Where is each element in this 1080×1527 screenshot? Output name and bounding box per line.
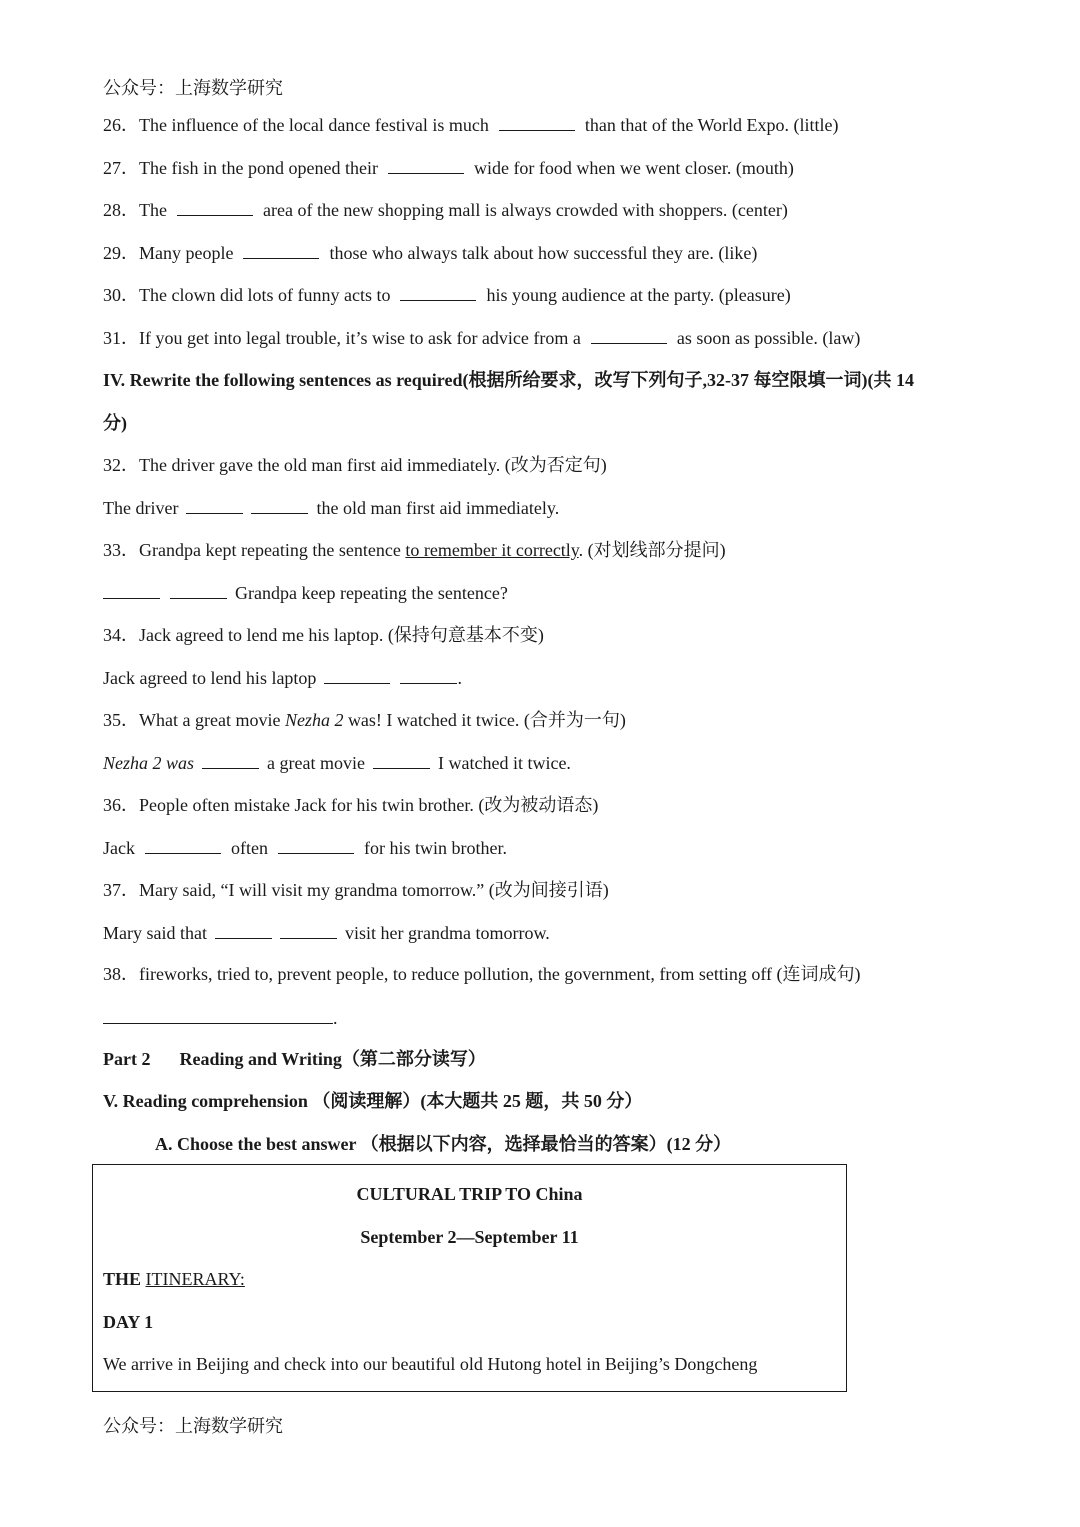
question-number: 28． <box>103 200 139 220</box>
answer-37 <box>103 921 550 945</box>
answer-blank[interactable] <box>591 327 667 344</box>
answer-blank[interactable] <box>103 1007 333 1024</box>
answer-text: Jack agreed to lend his laptop <box>103 668 317 688</box>
question-text: What a great movie <box>139 710 281 730</box>
question-number: 26． <box>103 115 139 135</box>
day-heading: DAY 1 <box>103 1312 154 1332</box>
answer-blank[interactable] <box>215 922 272 939</box>
answer-34 <box>103 666 462 690</box>
question-26 <box>103 113 839 137</box>
question-32 <box>103 453 607 477</box>
question-30 <box>103 283 791 307</box>
question-text: The influence of the local dance festival is much <box>139 115 489 135</box>
question-text: Grandpa kept repeating the sentence <box>139 540 401 560</box>
question-number: 35． <box>103 710 139 730</box>
question-text: The clown did lots of funny acts to <box>139 285 391 305</box>
answer-blank[interactable] <box>388 157 464 174</box>
question-number: 32． <box>103 455 139 475</box>
answer-text: Nezha 2 was <box>103 753 195 773</box>
itinerary-heading: THE ITINERARY: <box>103 1269 245 1289</box>
answer-text: I watched it twice. <box>437 753 571 773</box>
header-watermark: 公众号：上海数学研究 <box>103 78 283 98</box>
question-33 <box>103 538 726 562</box>
question-29 <box>103 241 757 265</box>
answer-text: Mary said that <box>103 923 207 943</box>
answer-blank[interactable] <box>324 667 390 684</box>
answer-blank[interactable] <box>251 497 308 514</box>
answer-38 <box>103 1006 338 1030</box>
answer-blank[interactable] <box>103 582 160 599</box>
question-hint: his young audience at the party. (pleasure) <box>486 285 791 305</box>
question-text: The fish in the pond opened their <box>139 158 378 178</box>
part-label: Part 2 <box>103 1049 151 1069</box>
section-4-heading-cont: 分) <box>103 413 127 433</box>
question-number: 37． <box>103 880 139 900</box>
question-number: 31． <box>103 328 139 348</box>
footer-watermark: 公众号：上海数学研究 <box>103 1416 283 1436</box>
answer-blank[interactable] <box>177 199 253 216</box>
passage-box <box>92 1164 847 1392</box>
answer-blank[interactable] <box>280 922 337 939</box>
question-hint: than that of the World Expo. (little) <box>584 115 839 135</box>
question-hint: wide for food when we went closer. (mouth) <box>473 158 794 178</box>
answer-text: the old man first aid immediately. <box>316 498 560 518</box>
question-number: 30． <box>103 285 139 305</box>
question-text: was! I watched it twice. (合并为一句) <box>347 710 626 730</box>
part-2-heading <box>103 1047 486 1071</box>
answer-text: Grandpa keep repeating the sentence? <box>235 583 508 603</box>
answer-32 <box>103 496 559 520</box>
answer-blank[interactable] <box>499 114 575 131</box>
answer-blank[interactable] <box>202 752 259 769</box>
question-number: 27． <box>103 158 139 178</box>
question-27 <box>103 156 794 180</box>
question-text: The <box>139 200 167 220</box>
answer-blank[interactable] <box>243 242 319 259</box>
answer-blank[interactable] <box>373 752 430 769</box>
question-number: 36． <box>103 795 139 815</box>
passage-title: CULTURAL TRIP TO China <box>356 1184 583 1204</box>
question-hint: area of the new shopping mall is always crowded with shoppers. (center) <box>262 200 788 220</box>
movie-title: Nezha 2 <box>284 710 344 730</box>
question-text: The driver gave the old man first aid immediately. (改为否定句) <box>139 455 607 475</box>
question-35 <box>103 708 626 732</box>
question-hint: . (对划线部分提问) <box>578 540 726 560</box>
question-31 <box>103 326 860 350</box>
answer-36 <box>103 836 507 860</box>
answer-text: for his twin brother. <box>363 838 507 858</box>
question-text: Mary said, “I will visit my grandma tomorrow.” (改为间接引语) <box>139 880 609 900</box>
answer-text: a great movie <box>267 753 365 773</box>
question-34 <box>103 623 544 647</box>
answer-blank[interactable] <box>278 837 354 854</box>
section-a-heading: A. Choose the best answer （根据以下内容，选择最恰当的答案）(12 分） <box>155 1134 732 1154</box>
answer-text: The driver <box>103 498 179 518</box>
passage-dates: September 2—September 11 <box>360 1227 579 1247</box>
answer-text: often <box>230 838 268 858</box>
question-text: Jack agreed to lend me his laptop. (保持句意基本不变) <box>139 625 544 645</box>
question-hint: as soon as possible. (law) <box>676 328 861 348</box>
answer-text: . <box>333 1008 338 1028</box>
question-hint: those who always talk about how successful they are. (like) <box>329 243 758 263</box>
underlined-phrase: to remember it correctly <box>405 540 579 560</box>
question-text: Many people <box>139 243 234 263</box>
answer-blank[interactable] <box>400 667 457 684</box>
answer-33 <box>103 581 508 605</box>
answer-text: visit her grandma tomorrow. <box>344 923 550 943</box>
question-37 <box>103 878 609 902</box>
question-38 <box>103 962 861 986</box>
part-title: Reading and Writing（第二部分读写） <box>179 1049 486 1069</box>
answer-35 <box>103 751 571 775</box>
question-text: People often mistake Jack for his twin brother. (改为被动语态) <box>139 795 599 815</box>
answer-text: . <box>457 668 462 688</box>
question-28 <box>103 198 788 222</box>
answer-blank[interactable] <box>170 582 227 599</box>
answer-blank[interactable] <box>186 497 243 514</box>
section-5-heading: V. Reading comprehension （阅读理解）(本大题共 25 题，共 50 分） <box>103 1091 643 1111</box>
question-number: 38． <box>103 964 139 984</box>
answer-text: Jack <box>103 838 135 858</box>
passage-text: We arrive in Beijing and check into our beautiful old Hutong hotel in Beijing’s Dongcheng <box>103 1354 758 1374</box>
question-number: 29． <box>103 243 139 263</box>
question-number: 34． <box>103 625 139 645</box>
question-text: fireworks, tried to, prevent people, to reduce pollution, the government, from setting off (连词成句) <box>139 964 861 984</box>
section-4-heading: IV. Rewrite the following sentences as required(根据所给要求，改写下列句子,32-37 每空限填一词)(共 14 <box>103 370 914 390</box>
answer-blank[interactable] <box>400 284 476 301</box>
question-text: If you get into legal trouble, it’s wise to ask for advice from a <box>139 328 581 348</box>
question-36 <box>103 793 598 817</box>
question-number: 33． <box>103 540 139 560</box>
answer-blank[interactable] <box>145 837 221 854</box>
